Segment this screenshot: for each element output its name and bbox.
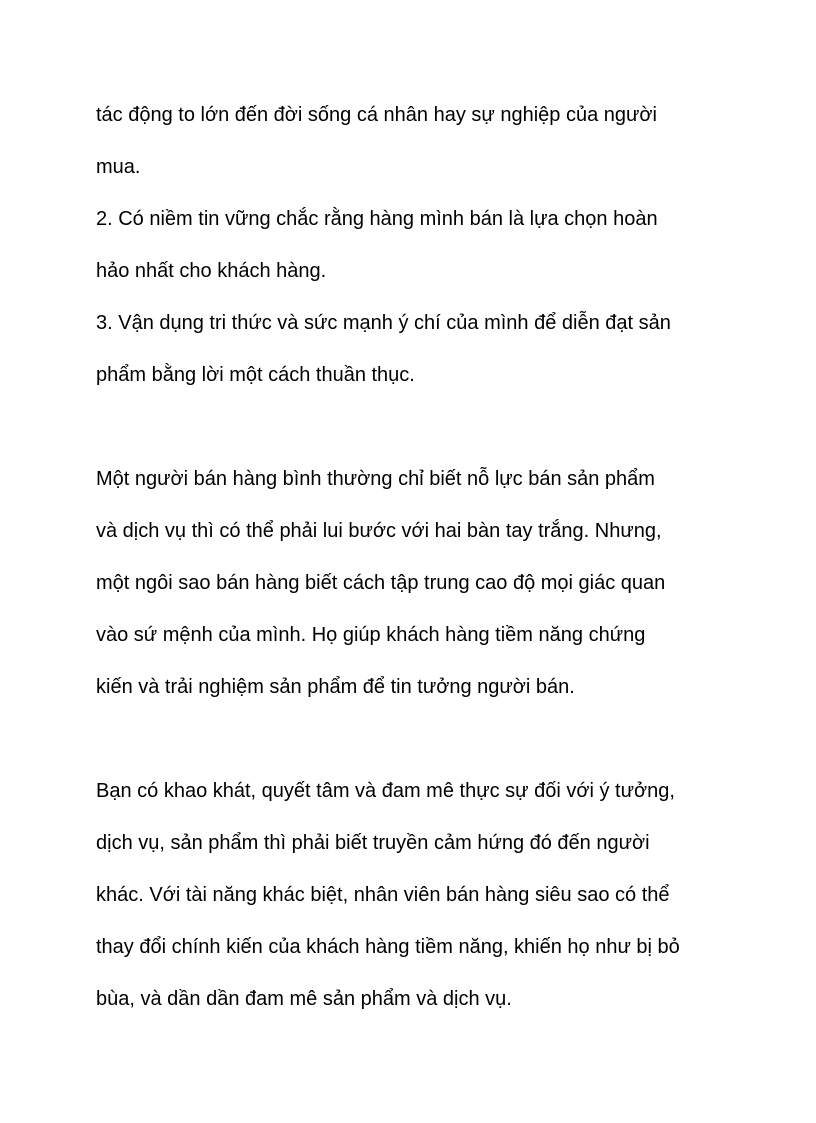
text-line: mua. xyxy=(96,156,141,178)
text-line: 3. Vận dụng tri thức và sức mạnh ý chí của mình để diễn đạt sản xyxy=(96,312,671,334)
text-line: tác động to lớn đến đời sống cá nhân hay sự nghiệp của người xyxy=(96,104,657,126)
text-line: vào sứ mệnh của mình. Họ giúp khách hàng tiềm năng chứng xyxy=(96,624,646,646)
text-line: bùa, và dần dần đam mê sản phẩm và dịch vụ. xyxy=(96,988,512,1010)
text-line: 2. Có niềm tin vững chắc rằng hàng mình bán là lựa chọn hoàn xyxy=(96,208,658,230)
text-line: một ngôi sao bán hàng biết cách tập trung cao độ mọi giác quan xyxy=(96,572,666,594)
text-line: thay đổi chính kiến của khách hàng tiềm năng, khiến họ như bị bỏ xyxy=(96,936,680,958)
text-line: Bạn có khao khát, quyết tâm và đam mê thực sự đối với ý tưởng, xyxy=(96,780,675,802)
text-line: và dịch vụ thì có thể phải lui bước với hai bàn tay trắng. Nhưng, xyxy=(96,520,662,542)
text-line: dịch vụ, sản phẩm thì phải biết truyền cảm hứng đó đến người xyxy=(96,832,650,854)
text-line: khác. Với tài năng khác biệt, nhân viên bán hàng siêu sao có thể xyxy=(96,884,670,906)
text-line: kiến và trải nghiệm sản phẩm để tin tưởng người bán. xyxy=(96,676,575,698)
text-line: phẩm bằng lời một cách thuần thục. xyxy=(96,364,415,386)
text-line: hảo nhất cho khách hàng. xyxy=(96,260,327,282)
text-line: Một người bán hàng bình thường chỉ biết nỗ lực bán sản phẩm xyxy=(96,468,655,490)
